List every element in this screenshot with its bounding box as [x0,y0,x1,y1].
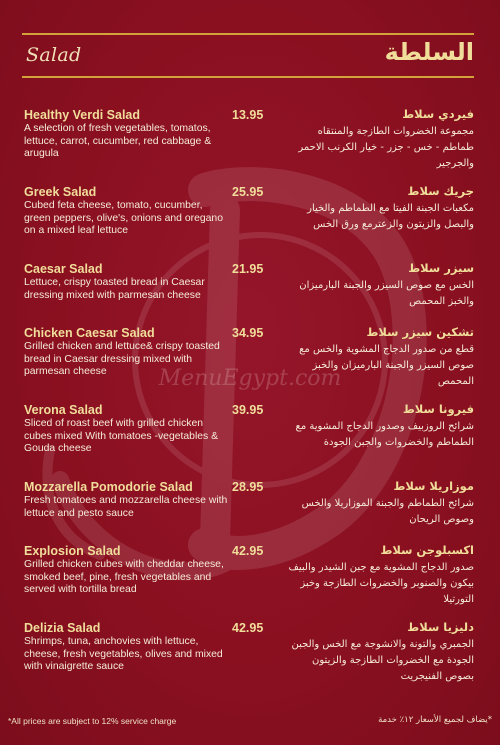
item-name-ar: موزاريلا سلاط [393,479,474,493]
section-title-en: Salad [26,44,82,66]
service-charge-note-ar: *يضاف لجميع الأسعار ١٢٪ خدمة [378,715,492,725]
item-name-ar: سيزر سلاط [408,261,474,275]
item-price: 21.95 [232,262,264,276]
item-description-en: Lettuce, crispy toasted bread in Caesar dressing mixed with parmesan cheese [24,277,205,301]
item-name-ar: جريك سلاط [407,184,474,198]
item-name-en: Delizia Salad [24,621,101,635]
item-name-ar: فيرونا سلاط [402,402,474,416]
item-description-ar: شرائح الروزبيف وصدور الدجاج المشوية مع الطماطم والخضروات والجبن الجودة [295,421,474,448]
item-description-ar: صدور الدجاج المشوية مع جبن الشيدر والبيف بيكون والصنوبر والخضروات الطازجة وخبز التورتيلا [288,562,474,605]
service-charge-note-en: *All prices are subject to 12% service charge [8,716,177,726]
item-name-en: Explosion Salad [24,544,121,558]
item-description-ar: شرائح الطماطم والجبنة الموزاريلا والخس وصوص الريحان [301,498,474,525]
header-bottom-rule [22,76,474,78]
item-name-en: Healthy Verdi Salad [24,108,141,122]
section-title-ar: السلطة [384,38,474,66]
item-name-en: Mozzarella Pomodorie Salad [24,480,193,494]
header-top-rule [22,33,474,35]
item-description-en: Shrimps, tuna, anchovies with lettuce, cheese, fresh vegetables, olives and mixed with vinaigrette sauce [24,636,223,673]
item-description-ar: الجمبري والتونة والانشوجة مع الخس والجبن الجودة مع الخضروات الطازجة والزيتون بصوص الفنيجريت [291,639,474,682]
watermark-text: MenuEgypt.com [158,366,342,391]
item-description-en: Grilled chicken and lettuce& crispy toasted bread in Caesar dressing mixed with parmesan cheese [24,341,220,378]
item-description-ar: قطع من صدور الدجاج المشوية والخس مع صوص السيزر والجبنة البارميزان والخبز المحمص [299,344,474,387]
item-price: 42.95 [232,544,264,558]
item-description-ar: الخس مع صوص السيزر والجبنة البارميزان والخبز المحمص [299,280,474,307]
item-price: 25.95 [232,185,264,199]
item-price: 42.95 [232,621,264,635]
item-price: 39.95 [232,403,264,417]
item-description-en: A selection of fresh vegetables, tomatos, lettuce, carrot, cucumber, red cabbage & arugula [24,123,212,160]
item-name-ar: اكسبلوجن سلاط [380,543,474,557]
item-description-en: Sliced of roast beef with grilled chicken cubes mixed With tomatoes -vegetables & Gouda cheese [24,418,219,455]
item-price: 13.95 [232,108,264,122]
item-name-en: Caesar Salad [24,262,103,276]
item-description-en: Cubed feta cheese, tomato, cucumber, green peppers, olive's, onions and oregano on a mixed leaf lettuce [24,200,223,237]
item-price: 28.95 [232,480,264,494]
item-name-ar: فيردي سلاط [402,107,474,121]
item-name-ar: دليزيا سلاط [407,620,474,634]
item-name-en: Chicken Caesar Salad [24,326,155,340]
item-description-ar: مجموعة الخضروات الطازجة والمنتقاه طماطم - خس - جزر - خيار الكرنب الاحمر والجرجير [298,126,474,169]
item-price: 34.95 [232,326,264,340]
item-description-ar: مكعبات الجبنة الفيتا مع الطماطم والخيار والبصل والزيتون والزعترمع ورق الخس [307,203,474,230]
item-description-en: Grilled chicken cubes with cheddar cheese, smoked beef, pine, fresh vegetables and served with tortilla bread [24,559,224,596]
item-description-en: Fresh tomatoes and mozzarella cheese with lettuce and pesto sauce [24,495,228,519]
item-name-en: Verona Salad [24,403,103,417]
item-name-ar: تشكين سيزر سلاط [366,325,474,339]
item-name-en: Greek Salad [24,185,97,199]
